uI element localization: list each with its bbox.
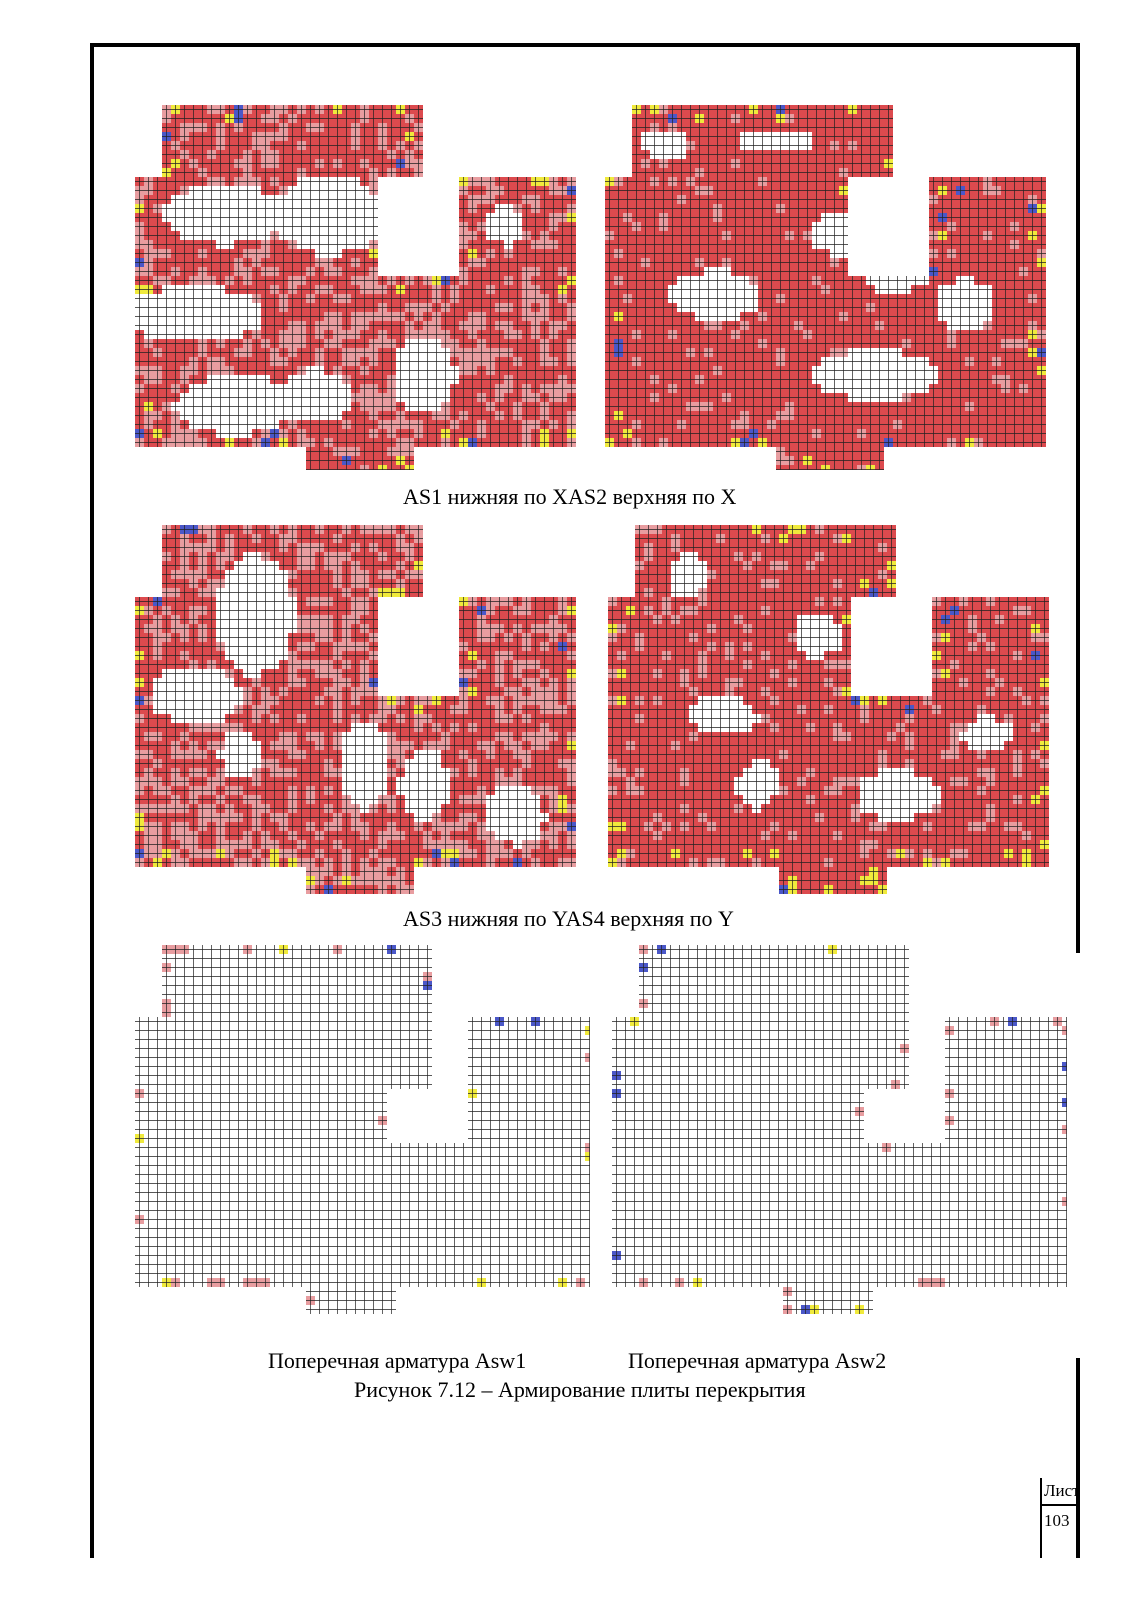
- frame-top-line: [90, 43, 1080, 47]
- as3-bottom-y-plot: [135, 525, 580, 895]
- sheet-number: 103: [1044, 1511, 1070, 1530]
- frame-right-line: [1076, 43, 1080, 953]
- frame-left-line: [90, 43, 94, 1558]
- as1-bottom-x-plot: [135, 105, 580, 470]
- caption-asw1: Поперечная арматура Asw1: [268, 1348, 527, 1373]
- as2-top-x-plot: [605, 105, 1050, 470]
- sheet-label: Лист: [1042, 1478, 1080, 1506]
- figure-caption: Рисунок 7.12 – Армирование плиты перекрытия: [354, 1377, 806, 1402]
- caption-asw2: Поперечная арматура Asw2: [628, 1348, 887, 1373]
- asw2-transverse-plot: [612, 945, 1067, 1315]
- sheet-stamp: [1040, 1478, 1080, 1558]
- asw1-transverse-plot: [135, 945, 590, 1315]
- caption-as1-as2: AS1 нижняя по XAS2 верхняя по X: [403, 484, 737, 509]
- as4-top-y-plot: [608, 525, 1053, 895]
- caption-as3-as4: AS3 нижняя по YAS4 верхняя по Y: [403, 906, 734, 931]
